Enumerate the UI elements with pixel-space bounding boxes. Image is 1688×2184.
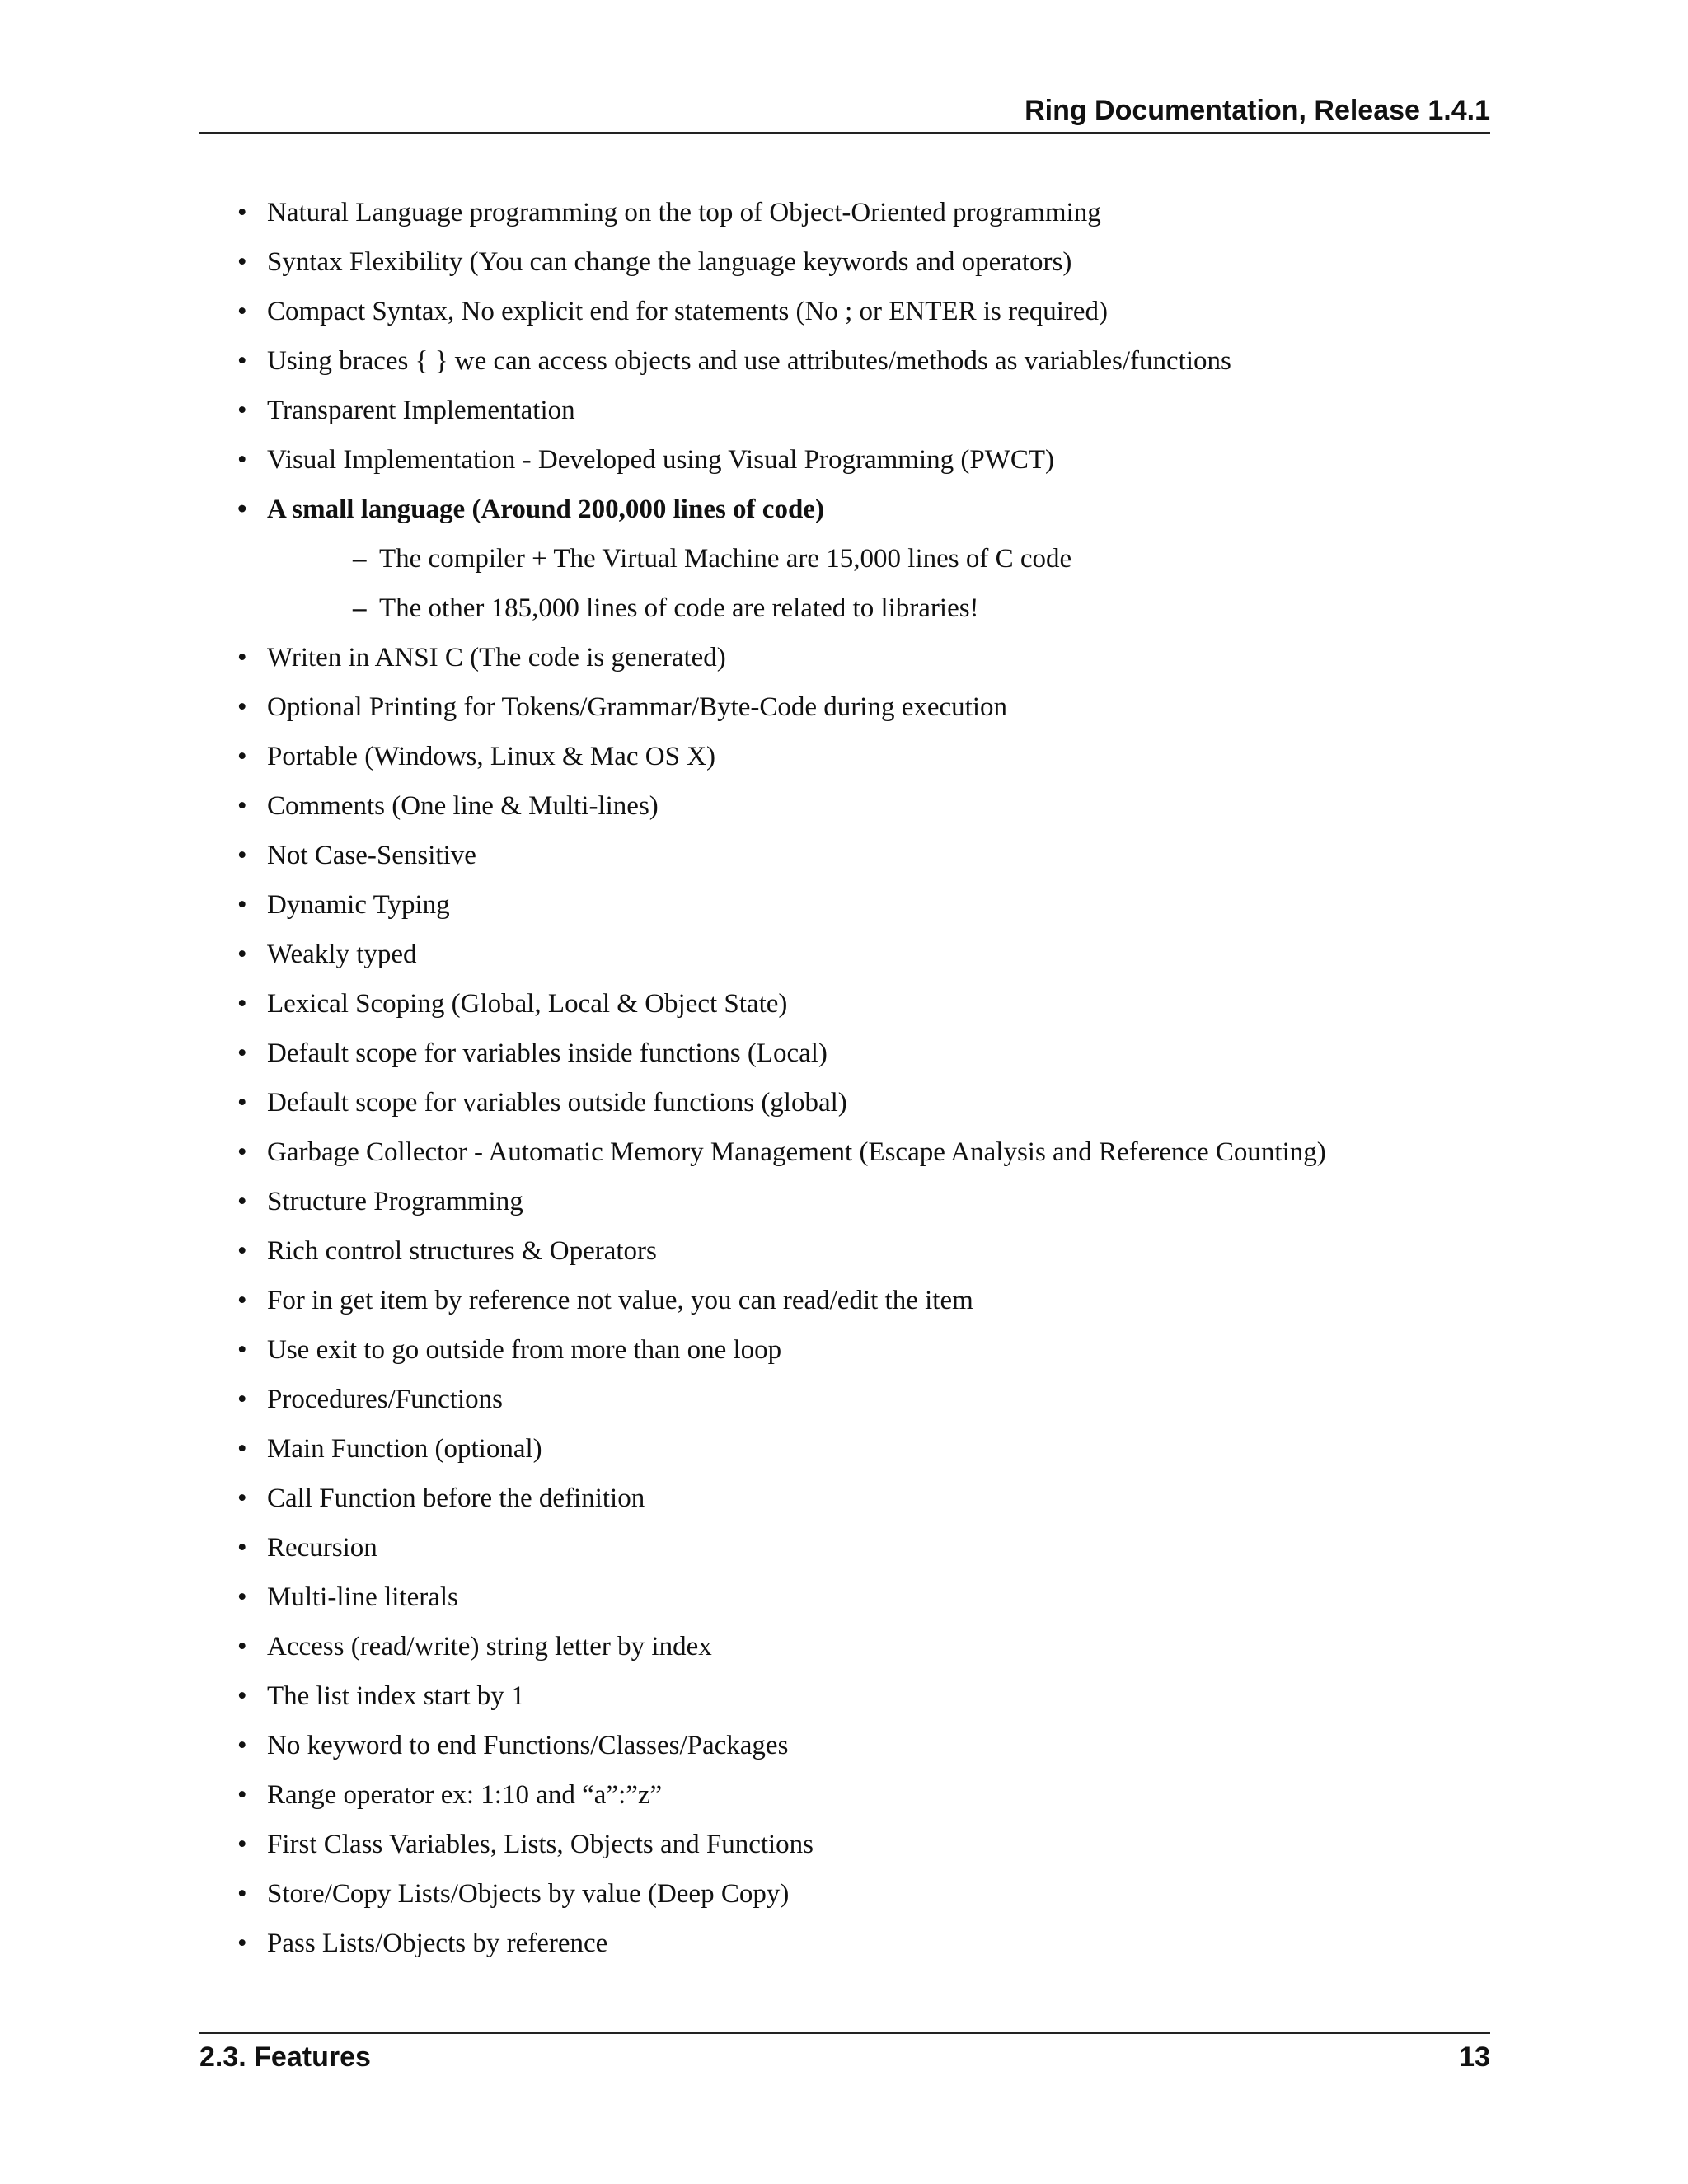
list-item <box>199 1482 1490 1515</box>
list-item-text: Use exit to go outside from more than one loop <box>267 1335 782 1365</box>
list-item-text: Not Case-Sensitive <box>267 841 476 870</box>
list-item-text: Recursion <box>267 1533 377 1563</box>
bullet-icon: • <box>237 1632 247 1661</box>
list-item <box>199 1581 1490 1614</box>
page-header <box>199 89 1490 134</box>
bullet-icon: • <box>237 247 247 277</box>
list-item-text: First Class Variables, Lists, Objects and Functions <box>267 1830 814 1859</box>
bullet-icon: • <box>237 1137 247 1167</box>
bullet-icon: • <box>237 1483 247 1513</box>
list-item <box>199 1828 1490 1861</box>
list-item-text: Lexical Scoping (Global, Local & Object State) <box>267 989 788 1019</box>
feature-list <box>199 196 1490 1960</box>
list-item <box>199 1877 1490 1910</box>
bullet-icon: • <box>237 1830 247 1859</box>
bullet-icon: • <box>237 1335 247 1365</box>
bullet-icon: • <box>237 1533 247 1563</box>
list-item <box>199 1531 1490 1564</box>
list-item <box>199 394 1490 427</box>
list-item <box>199 987 1490 1020</box>
bullet-icon: • <box>237 346 247 376</box>
bullet-icon: • <box>237 198 247 227</box>
bullet-icon: • <box>237 791 247 821</box>
list-item <box>199 1432 1490 1465</box>
list-item-text: Default scope for variables outside functions (global) <box>267 1088 847 1118</box>
list-item <box>199 1185 1490 1218</box>
bullet-icon: • <box>237 1780 247 1810</box>
bullet-icon: • <box>237 1879 247 1909</box>
bullet-icon: • <box>237 940 247 969</box>
bullet-icon: • <box>237 989 247 1019</box>
list-item-text: Transparent Implementation <box>267 396 575 425</box>
list-item-text: Syntax Flexibility (You can change the language keywords and operators) <box>267 247 1072 277</box>
list-item <box>199 1729 1490 1762</box>
list-item <box>199 196 1490 229</box>
list-item <box>199 938 1490 971</box>
list-item <box>199 1235 1490 1268</box>
list-item-text: Optional Printing for Tokens/Grammar/Byte-Code during execution <box>267 692 1007 722</box>
list-item-text: Rich control structures & Operators <box>267 1236 657 1266</box>
list-item <box>199 1630 1490 1663</box>
bullet-icon: • <box>237 297 247 326</box>
list-item <box>199 1383 1490 1416</box>
list-item-text: Natural Language programming on the top of Object-Oriented programming <box>267 198 1101 227</box>
list-item-text: Using braces { } we can access objects and use attributes/methods as variables/functions <box>267 346 1231 376</box>
page-footer <box>199 2032 1490 2083</box>
list-item <box>199 1037 1490 1070</box>
list-item <box>199 344 1490 377</box>
list-item <box>199 1086 1490 1119</box>
page-number: 13 <box>1459 2041 1490 2073</box>
list-item-text: Comments (One line & Multi-lines) <box>267 791 659 821</box>
bullet-icon: • <box>237 841 247 870</box>
list-item-text: No keyword to end Functions/Classes/Packages <box>267 1731 789 1760</box>
list-item-text: Writen in ANSI C (The code is generated) <box>267 643 726 673</box>
list-item-text: The list index start by 1 <box>267 1681 525 1711</box>
bullet-icon: • <box>237 1929 247 1958</box>
list-item <box>199 1333 1490 1366</box>
section-label: 2.3. Features <box>199 2041 371 2073</box>
list-item <box>199 1927 1490 1960</box>
bullet-icon: • <box>237 692 247 722</box>
list-item-text: Call Function before the definition <box>267 1483 645 1513</box>
bullet-icon: • <box>237 1731 247 1760</box>
bullet-icon: • <box>237 1088 247 1118</box>
list-item-text: A small language (Around 200,000 lines of code) <box>267 494 824 524</box>
sub-list-item <box>267 592 1490 625</box>
list-item <box>199 691 1490 724</box>
list-item-text: Portable (Windows, Linux & Mac OS X) <box>267 742 716 771</box>
list-item <box>199 641 1490 674</box>
bullet-icon: • <box>237 1385 247 1414</box>
list-item-text: Weakly typed <box>267 940 417 969</box>
list-item-text: Main Function (optional) <box>267 1434 542 1464</box>
list-item-text: Procedures/Functions <box>267 1385 503 1414</box>
list-item <box>199 1680 1490 1713</box>
page-content <box>199 196 1490 1976</box>
bullet-icon: • <box>237 1434 247 1464</box>
document-title: Ring Documentation, Release 1.4.1 <box>1025 95 1490 126</box>
bullet-icon: • <box>237 396 247 425</box>
list-item-text: Multi-line literals <box>267 1582 458 1612</box>
list-item <box>199 246 1490 279</box>
dash-icon: – <box>353 593 367 623</box>
list-item <box>199 790 1490 823</box>
list-item-text: Structure Programming <box>267 1187 523 1216</box>
list-item-text: For in get item by reference not value, you can read/edit the item <box>267 1286 973 1315</box>
list-item <box>199 1779 1490 1811</box>
bullet-icon: • <box>237 494 247 524</box>
bullet-icon: • <box>237 445 247 475</box>
bullet-icon: • <box>237 1038 247 1068</box>
list-item <box>199 295 1490 328</box>
bullet-icon: • <box>237 742 247 771</box>
list-item <box>199 443 1490 476</box>
list-item-text: Pass Lists/Objects by reference <box>267 1929 608 1958</box>
list-item-text: Visual Implementation - Developed using Visual Programming (PWCT) <box>267 445 1055 475</box>
list-item-text: Store/Copy Lists/Objects by value (Deep Copy) <box>267 1879 790 1909</box>
bullet-icon: • <box>237 890 247 920</box>
list-item-text: Default scope for variables inside functions (Local) <box>267 1038 828 1068</box>
list-item-text: Dynamic Typing <box>267 890 450 920</box>
bullet-icon: • <box>237 1286 247 1315</box>
list-item-text: Compact Syntax, No explicit end for statements (No ; or ENTER is required) <box>267 297 1109 326</box>
list-item-text: Range operator ex: 1:10 and “a”:”z” <box>267 1780 663 1810</box>
bullet-icon: • <box>237 1582 247 1612</box>
list-item <box>199 888 1490 921</box>
list-item <box>199 740 1490 773</box>
bullet-icon: • <box>237 643 247 673</box>
sub-list-item-text: The compiler + The Virtual Machine are 15,000 lines of C code <box>379 544 1072 574</box>
list-item <box>199 1284 1490 1317</box>
list-item <box>199 839 1490 872</box>
bullet-icon: • <box>237 1681 247 1711</box>
list-item-text: Access (read/write) string letter by index <box>267 1632 712 1661</box>
dash-icon: – <box>353 544 367 574</box>
sub-list <box>267 542 1490 625</box>
list-item-small-language <box>199 493 1490 625</box>
list-item-text: Garbage Collector - Automatic Memory Management (Escape Analysis and Reference Counting) <box>267 1137 1326 1167</box>
sub-list-item-text: The other 185,000 lines of code are related to libraries! <box>379 593 979 623</box>
list-item <box>199 1136 1490 1169</box>
bullet-icon: • <box>237 1187 247 1216</box>
sub-list-item <box>267 542 1490 575</box>
bullet-icon: • <box>237 1236 247 1266</box>
